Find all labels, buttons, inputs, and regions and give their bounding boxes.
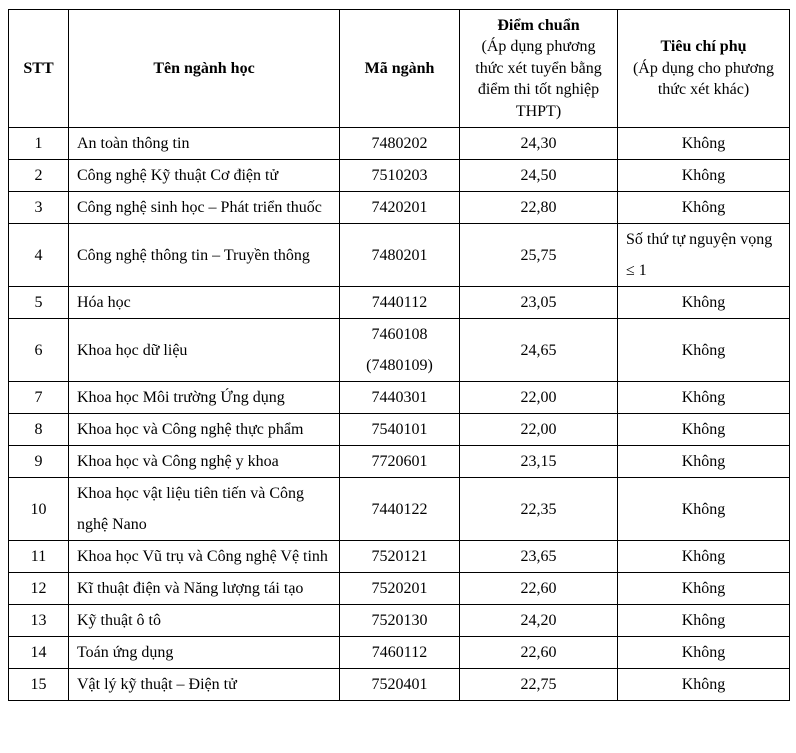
cell-score: 22,60 <box>460 637 618 669</box>
cell-criteria: Không <box>618 637 790 669</box>
table-row <box>9 128 790 160</box>
cell-score: 24,30 <box>460 128 618 160</box>
cell-name: Khoa học Môi trường Ứng dụng <box>69 382 340 414</box>
cell-score: 24,20 <box>460 605 618 637</box>
cell-score: 22,80 <box>460 192 618 224</box>
cell-name: An toàn thông tin <box>69 128 340 160</box>
cell-score: 24,50 <box>460 160 618 192</box>
cell-code: 7520130 <box>340 605 460 637</box>
cell-name: Công nghệ sinh học – Phát triển thuốc <box>69 192 340 224</box>
cell-name: Hóa học <box>69 287 340 319</box>
table-row <box>9 669 790 701</box>
cell-code: 7720601 <box>340 446 460 478</box>
cell-criteria: Không <box>618 541 790 573</box>
cell-criteria: Không <box>618 446 790 478</box>
cell-criteria: Không <box>618 160 790 192</box>
cell-stt: 4 <box>9 224 69 287</box>
cell-stt: 5 <box>9 287 69 319</box>
cell-score: 22,35 <box>460 478 618 541</box>
cell-code: 7480201 <box>340 224 460 287</box>
cell-name: Khoa học dữ liệu <box>69 319 340 382</box>
cell-code-main: 7460108 <box>371 326 428 343</box>
cell-code: 7440112 <box>340 287 460 319</box>
cell-stt: 1 <box>9 128 69 160</box>
cell-stt: 2 <box>9 160 69 192</box>
header-score-note: (Áp dụng phương thức xét tuyển bằng điểm thi tốt nghiệp THPT) <box>475 38 602 120</box>
cell-code: 7440122 <box>340 478 460 541</box>
cell-stt: 9 <box>9 446 69 478</box>
cell-name: Khoa học và Công nghệ thực phẩm <box>69 414 340 446</box>
cell-stt: 7 <box>9 382 69 414</box>
cell-code <box>340 319 460 382</box>
cell-stt: 10 <box>9 478 69 541</box>
cell-name: Khoa học vật liệu tiên tiến và Công nghệ Nano <box>69 478 340 541</box>
cell-stt: 11 <box>9 541 69 573</box>
cell-criteria: Không <box>618 287 790 319</box>
cell-stt: 14 <box>9 637 69 669</box>
table-row <box>9 160 790 192</box>
cell-code-alt: (7480109) <box>366 357 433 374</box>
table-header-row <box>9 10 790 128</box>
cell-name: Công nghệ thông tin – Truyền thông <box>69 224 340 287</box>
cell-stt: 12 <box>9 573 69 605</box>
table-row <box>9 605 790 637</box>
header-criteria-title: Tiêu chí phụ <box>660 38 747 56</box>
table-row <box>9 287 790 319</box>
cell-stt: 3 <box>9 192 69 224</box>
table-row <box>9 541 790 573</box>
cell-score: 25,75 <box>460 224 618 287</box>
cell-name: Kĩ thuật điện và Năng lượng tái tạo <box>69 573 340 605</box>
table-row <box>9 192 790 224</box>
cell-code: 7480202 <box>340 128 460 160</box>
table-body <box>9 128 790 701</box>
cell-name: Toán ứng dụng <box>69 637 340 669</box>
cell-criteria: Không <box>618 128 790 160</box>
header-criteria <box>618 10 790 128</box>
table-row <box>9 319 790 382</box>
cell-criteria: Không <box>618 319 790 382</box>
table-row <box>9 382 790 414</box>
cell-criteria: Không <box>618 669 790 701</box>
header-score-title: Điểm chuẩn <box>497 16 580 34</box>
header-name: Tên ngành học <box>69 10 340 128</box>
cell-stt: 13 <box>9 605 69 637</box>
cell-criteria: Không <box>618 478 790 541</box>
cell-code: 7440301 <box>340 382 460 414</box>
table-row <box>9 637 790 669</box>
cell-criteria: Không <box>618 573 790 605</box>
admission-score-table <box>8 9 790 701</box>
cell-code: 7510203 <box>340 160 460 192</box>
header-score <box>460 10 618 128</box>
cell-code: 7420201 <box>340 192 460 224</box>
cell-name: Kỹ thuật ô tô <box>69 605 340 637</box>
table-row <box>9 446 790 478</box>
cell-code: 7520201 <box>340 573 460 605</box>
header-stt: STT <box>9 10 69 128</box>
cell-score: 22,60 <box>460 573 618 605</box>
cell-code: 7520401 <box>340 669 460 701</box>
table-row <box>9 414 790 446</box>
cell-name: Vật lý kỹ thuật – Điện tử <box>69 669 340 701</box>
cell-score: 23,05 <box>460 287 618 319</box>
header-code: Mã ngành <box>340 10 460 128</box>
cell-name: Khoa học Vũ trụ và Công nghệ Vệ tinh <box>69 541 340 573</box>
cell-name: Công nghệ Kỹ thuật Cơ điện tử <box>69 160 340 192</box>
cell-score: 24,65 <box>460 319 618 382</box>
cell-score: 22,00 <box>460 414 618 446</box>
cell-stt: 8 <box>9 414 69 446</box>
cell-score: 22,75 <box>460 669 618 701</box>
cell-criteria: Số thứ tự nguyện vọng ≤ 1 <box>618 224 790 287</box>
table-row <box>9 573 790 605</box>
cell-criteria: Không <box>618 192 790 224</box>
cell-code: 7520121 <box>340 541 460 573</box>
table-row <box>9 478 790 541</box>
cell-stt: 15 <box>9 669 69 701</box>
cell-code: 7540101 <box>340 414 460 446</box>
cell-criteria: Không <box>618 414 790 446</box>
cell-score: 23,65 <box>460 541 618 573</box>
cell-score: 22,00 <box>460 382 618 414</box>
cell-score: 23,15 <box>460 446 618 478</box>
table-row <box>9 224 790 287</box>
cell-code: 7460112 <box>340 637 460 669</box>
cell-criteria: Không <box>618 605 790 637</box>
header-criteria-note: (Áp dụng cho phương thức xét khác) <box>632 59 775 99</box>
cell-name: Khoa học và Công nghệ y khoa <box>69 446 340 478</box>
cell-stt: 6 <box>9 319 69 382</box>
cell-criteria: Không <box>618 382 790 414</box>
